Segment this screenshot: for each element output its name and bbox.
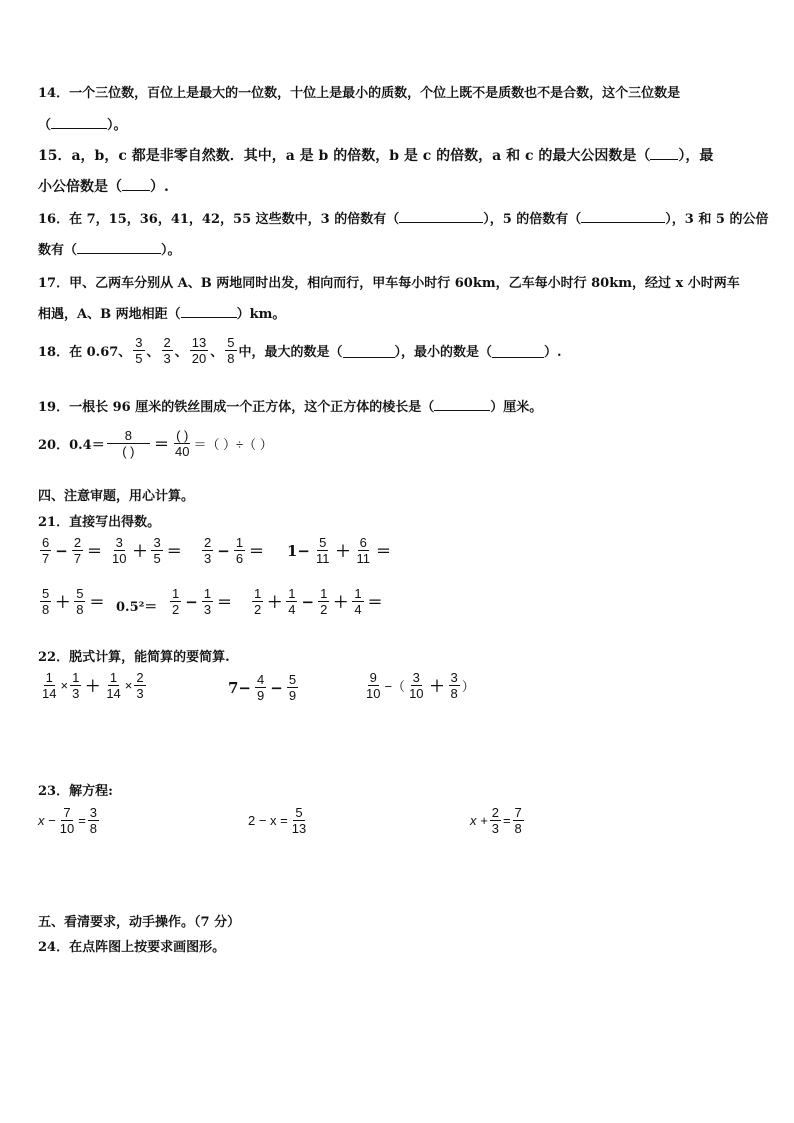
math-operator: − — [185, 592, 198, 611]
fraction — [190, 335, 208, 366]
q22-expr-1 — [38, 670, 148, 701]
fraction — [252, 586, 263, 617]
denominator: 11 — [356, 551, 371, 566]
math-operator: 2 − x = — [248, 813, 288, 828]
q18-mid2: ），最小的数是（ — [394, 345, 493, 360]
q16-text-b: ），5 的倍数有（ — [483, 212, 582, 227]
q22-title: 22．脱式计算，能简算的要简算. — [38, 650, 230, 665]
q15-line2 — [38, 176, 169, 196]
fraction — [134, 670, 145, 701]
section-5-heading: 五、看清要求，动手操作。（7 分） — [38, 915, 241, 930]
math-operator: = — [502, 813, 511, 828]
fraction — [74, 586, 85, 617]
fraction — [286, 586, 297, 617]
answer-blank[interactable] — [122, 177, 150, 191]
fraction — [151, 535, 162, 566]
math-operator: ＋ — [85, 677, 101, 695]
denominator: 8 — [227, 351, 235, 366]
numerator: 3 — [153, 535, 161, 550]
numerator: 7 — [63, 805, 71, 820]
q23-equation-3 — [470, 805, 526, 836]
fraction — [255, 672, 266, 703]
math-operator: ＋ — [429, 677, 445, 695]
answer-blank[interactable] — [399, 209, 483, 223]
math-operator: ＋ — [55, 593, 71, 611]
fraction — [104, 670, 122, 701]
q21-expr-8 — [250, 586, 385, 617]
equals: ＝ — [153, 435, 169, 453]
denominator: 10 — [112, 551, 127, 566]
denominator: 4 — [354, 602, 362, 617]
fraction — [133, 335, 144, 366]
denominator: 4 — [288, 602, 296, 617]
q15-text-c: 小公倍数是（ — [38, 179, 122, 195]
denominator: 14 — [106, 686, 121, 701]
q24-text: 24．在点阵图上按要求画图形。 — [38, 940, 226, 955]
fraction — [364, 670, 382, 701]
q23-equation-2 — [248, 805, 310, 836]
denominator: 7 — [42, 551, 50, 566]
answer-blank[interactable]: ( ) — [176, 428, 189, 443]
q20-line — [38, 428, 273, 459]
q20-tail: ＝（ ）÷（ ） — [193, 437, 273, 452]
numerator: 1 — [172, 586, 180, 601]
q16-text-c: ），3 和 5 的公倍 — [665, 212, 769, 227]
math-operator: ） — [461, 679, 475, 694]
denominator: 6 — [235, 551, 244, 566]
numerator: 1 — [288, 586, 296, 601]
math-operator: 7− — [228, 678, 252, 697]
denominator: 20 — [191, 351, 207, 366]
paren-close: ）。 — [107, 118, 127, 133]
fraction — [513, 805, 524, 836]
q14-line1: 14．一个三位数，百位上是最大的一位数，十位上是最小的质数，个位上既不是质数也不是合数，这个三位数是 — [38, 86, 681, 101]
q22-expr-2 — [226, 672, 300, 703]
numerator: 6 — [359, 535, 367, 550]
fraction — [40, 670, 58, 701]
q21-expr-6 — [116, 596, 157, 615]
denominator: 8 — [89, 821, 98, 836]
fraction — [490, 805, 501, 836]
math-operator: ＝ — [376, 542, 392, 560]
numerator: 1 — [203, 586, 212, 601]
q19-text-b: ）厘米。 — [490, 400, 543, 415]
math-operator: 1− — [287, 541, 311, 560]
fraction — [449, 670, 460, 701]
q16-text-a: 16．在 7，15，36，41，42，55 这些数中，3 的倍数有（ — [38, 212, 400, 227]
denominator: 14 — [42, 686, 57, 701]
math-operator: − — [55, 541, 68, 560]
fraction — [173, 428, 191, 459]
fraction — [314, 535, 332, 566]
denominator: 3 — [72, 686, 80, 701]
math-operator: ＋ — [335, 542, 351, 560]
math-operator: ＝ — [87, 542, 103, 560]
q16-text-d: 数有（ — [38, 243, 78, 258]
q17-line2 — [38, 303, 285, 322]
fraction — [225, 335, 236, 366]
fraction — [40, 586, 51, 617]
numerator: 9 — [369, 670, 377, 685]
denominator: 8 — [76, 602, 84, 617]
separator: 、 — [210, 345, 224, 360]
denominator: 10 — [59, 821, 75, 836]
numerator: 4 — [257, 672, 265, 687]
answer-blank[interactable]: ( ) — [122, 444, 135, 459]
numerator: 3 — [135, 335, 143, 350]
math-operator: ＋ — [333, 593, 349, 611]
denominator: 40 — [174, 444, 190, 459]
numerator: 5 — [319, 535, 327, 550]
q21-expr-7 — [168, 586, 234, 617]
math-operator: − — [270, 678, 283, 697]
numerator: 5 — [76, 586, 84, 601]
math-operator: × — [124, 678, 133, 693]
answer-blank[interactable] — [51, 115, 107, 129]
q21-expr-6-text: 0.5²＝ — [116, 600, 158, 615]
q21-expr-4 — [285, 535, 393, 566]
denominator: 10 — [366, 686, 381, 701]
math-operator: x − — [38, 813, 56, 828]
fraction — [202, 586, 213, 617]
answer-blank[interactable] — [181, 304, 237, 318]
denominator: 9 — [257, 688, 265, 703]
q18-mid: 中，最大的数是（ — [238, 345, 343, 360]
numerator: 5 — [288, 672, 297, 687]
fraction — [110, 535, 128, 566]
q19-text-a: 19．一根长 96 厘米的铁丝围成一个正方体，这个正方体的棱长是（ — [38, 400, 435, 415]
math-operator: x + — [470, 813, 488, 828]
answer-blank[interactable] — [434, 397, 490, 411]
denominator: 3 — [491, 821, 499, 836]
answer-blank[interactable] — [77, 240, 161, 254]
numerator: 2 — [491, 805, 499, 820]
numerator: 2 — [136, 670, 144, 685]
q21-expr-2 — [108, 535, 184, 566]
math-operator: × — [60, 678, 69, 693]
numerator: 3 — [450, 670, 458, 685]
fraction — [407, 670, 425, 701]
q15-text-a: 15．a，b，c 都是非零自然数．其中，a 是 b 的倍数，b 是 c 的倍数，a 和 c 的最大公因数是（ — [38, 148, 651, 164]
denominator: 7 — [73, 551, 82, 566]
paren-open: （ — [38, 118, 52, 133]
separator: 、 — [174, 345, 188, 360]
q16-text-e: ）。 — [161, 243, 181, 258]
denominator: 13 — [291, 821, 307, 836]
denominator: 2 — [320, 602, 328, 617]
math-operator: ＋ — [132, 542, 148, 560]
math-operator: ＝ — [166, 542, 182, 560]
fraction — [70, 670, 81, 701]
math-operator: − — [217, 541, 230, 560]
fraction — [88, 805, 99, 836]
fraction — [290, 805, 308, 836]
denominator: 3 — [203, 602, 212, 617]
math-operator: −（ — [384, 679, 406, 694]
math-operator: ＋ — [267, 593, 283, 611]
fraction — [352, 586, 363, 617]
fraction — [58, 805, 76, 836]
fraction — [107, 428, 150, 459]
fraction — [40, 535, 51, 566]
denominator: 2 — [254, 602, 262, 617]
q19-line — [38, 396, 542, 415]
q15-text-b: ），最 — [678, 148, 714, 164]
numerator: 7 — [514, 805, 522, 820]
denominator: 11 — [316, 551, 330, 566]
numerator: 1 — [72, 670, 80, 685]
numerator: 5 — [227, 335, 235, 350]
section-4-heading: 四、注意审题，用心计算。 — [38, 489, 195, 504]
answer-blank[interactable] — [581, 209, 665, 223]
fraction — [170, 586, 181, 617]
answer-blank[interactable] — [650, 146, 678, 160]
math-operator: = — [78, 813, 86, 828]
numerator: 3 — [115, 535, 123, 550]
math-operator: ＝ — [249, 542, 265, 560]
fraction — [355, 535, 373, 566]
numerator: 13 — [191, 335, 207, 350]
denominator: 8 — [514, 821, 522, 836]
fraction — [72, 535, 83, 566]
fraction — [318, 586, 329, 617]
q16-line2 — [38, 239, 181, 258]
fraction — [287, 672, 298, 703]
answer-blank[interactable] — [492, 344, 544, 358]
denominator: 8 — [42, 602, 50, 617]
denominator: 5 — [135, 351, 143, 366]
denominator: 5 — [153, 551, 161, 566]
numerator: 1 — [235, 535, 244, 550]
separator: 、 — [146, 345, 160, 360]
denominator: 3 — [163, 351, 171, 366]
numerator: 3 — [89, 805, 98, 820]
math-operator: ＝ — [367, 593, 383, 611]
q18-end: ）. — [544, 345, 562, 360]
q17-text-a: 相遇，A、B 两地相距（ — [38, 307, 181, 322]
numerator: 5 — [295, 805, 303, 820]
q18-line — [38, 335, 562, 366]
numerator: 1 — [354, 586, 362, 601]
fraction — [202, 535, 213, 566]
denominator: 3 — [204, 551, 212, 566]
q20-prefix: 20．0.4＝ — [38, 438, 105, 453]
numerator: 6 — [42, 535, 50, 550]
numerator: 5 — [42, 586, 50, 601]
math-operator: − — [301, 592, 315, 611]
q21-expr-1 — [38, 535, 104, 566]
numerator: 8 — [107, 428, 150, 444]
q21-expr-3 — [200, 535, 266, 566]
math-operator: ＝ — [89, 593, 105, 611]
q18-prefix: 18．在 0.67、 — [38, 345, 132, 360]
numerator: 1 — [45, 670, 53, 685]
q21-title: 21．直接写出得数。 — [38, 515, 161, 530]
q22-expr-3 — [362, 670, 475, 701]
numerator: 3 — [412, 670, 420, 685]
denominator: 9 — [288, 688, 297, 703]
numerator: 2 — [73, 535, 82, 550]
fraction — [162, 335, 173, 366]
fraction — [234, 535, 245, 566]
q15-line1 — [38, 145, 713, 165]
q17-line1: 17．甲、乙两车分别从 A、B 两地同时出发，相向而行，甲车每小时行 60km，乙车每小时行 80km，经过 x 小时两车 — [38, 276, 740, 291]
q15-text-d: ）. — [150, 179, 169, 195]
math-operator: ＝ — [217, 593, 233, 611]
numerator: 2 — [163, 335, 171, 350]
numerator: 1 — [254, 586, 262, 601]
q16-line1 — [38, 208, 768, 227]
numerator: 2 — [204, 535, 212, 550]
q17-text-b: ）km。 — [236, 307, 286, 322]
answer-blank[interactable] — [343, 344, 395, 358]
denominator: 2 — [172, 602, 180, 617]
numerator: 1 — [109, 670, 118, 685]
denominator: 8 — [450, 686, 458, 701]
q21-expr-5 — [38, 586, 107, 617]
denominator: 3 — [136, 686, 144, 701]
q14-line2 — [38, 114, 127, 133]
q23-equation-1 — [38, 805, 101, 836]
denominator: 10 — [409, 686, 424, 701]
numerator: 1 — [320, 586, 328, 601]
q23-title: 23．解方程: — [38, 784, 113, 799]
